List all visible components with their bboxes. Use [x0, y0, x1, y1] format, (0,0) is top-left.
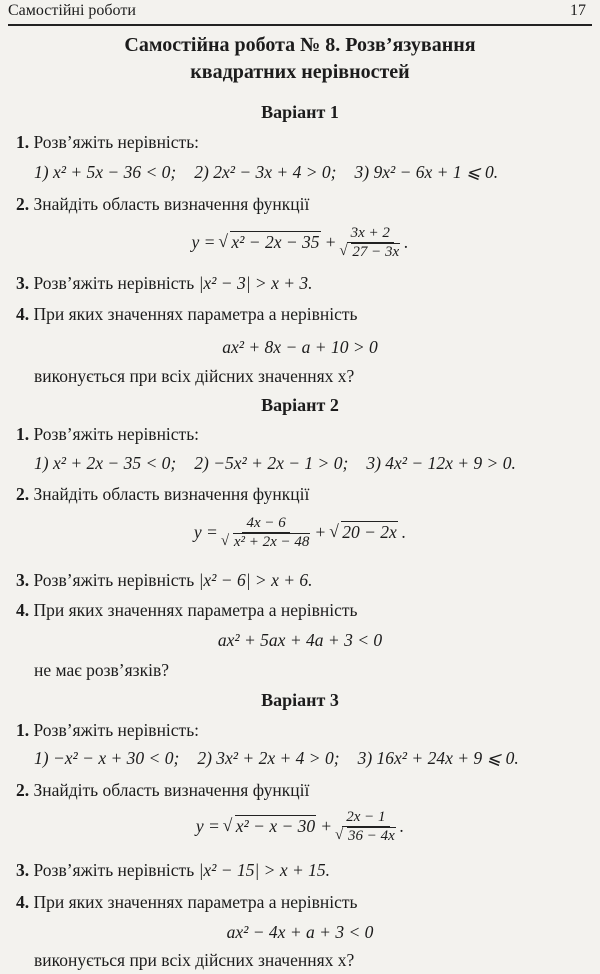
v2-task-1 [16, 423, 600, 445]
task-text: Знайдіть область визначення функції [33, 194, 310, 214]
plus-sign: + [324, 232, 337, 252]
task-text: Знайдіть область визначення функції [33, 484, 310, 504]
task-text: Розв’яжіть нерівність: [33, 424, 200, 444]
task-number: 3. [16, 273, 30, 293]
v3-task-2 [16, 779, 600, 801]
v1-function-formula [0, 222, 600, 262]
v2-task-3 [16, 569, 600, 591]
v3-task-3 [16, 859, 600, 881]
task-number: 4. [16, 304, 30, 324]
task-number: 2. [16, 194, 30, 214]
inequality: |x² − 6| > x + 6. [198, 570, 313, 590]
v1-task-2 [16, 193, 600, 215]
v2-task-2 [16, 483, 600, 505]
radicand: 20 − 2x [342, 522, 397, 542]
item: 3) 4x² − 12x + 9 > 0. [366, 453, 516, 473]
task-text: При яких значеннях параметра a нерівність [33, 600, 358, 620]
v3-task-1 [16, 719, 600, 741]
numerator: 2x − 1 [342, 808, 389, 827]
task-text: Розв’яжіть нерівність: [33, 720, 200, 740]
period: . [401, 522, 407, 542]
v2-task-4 [16, 599, 600, 621]
denominator: 36 − 4x [348, 827, 395, 844]
v3-task-4 [16, 891, 600, 913]
v2-task-4-tail: не має розв’язків? [34, 660, 169, 680]
formula-lhs: y = [193, 522, 218, 542]
numerator: 4x − 6 [242, 514, 289, 533]
radicand: x² − 2x − 35 [231, 232, 320, 252]
sqrt-term [224, 815, 316, 837]
variant-2-heading: Варіант 2 [261, 395, 339, 415]
item: 3) 16x² + 24x + 9 ⩽ 0. [357, 748, 519, 768]
task-text: Розв’яжіть нерівність [33, 570, 195, 590]
task-number: 2. [16, 780, 30, 800]
fraction [336, 808, 396, 845]
fraction [340, 224, 400, 261]
denominator: 27 − 3x [352, 243, 400, 260]
v2-function-formula [0, 510, 600, 554]
page-title-line-2: квадратних нерівностей [190, 61, 410, 83]
radicand: x² − x − 30 [235, 816, 316, 836]
task-text: При яких значеннях параметра a нерівність [33, 304, 358, 324]
variant-1-heading: Варіант 1 [261, 102, 339, 122]
v1-task-1-items [34, 161, 600, 183]
formula-lhs: y = [191, 232, 216, 252]
formula-lhs: y = [195, 816, 220, 836]
inequality: |x² − 3| > x + 3. [198, 273, 313, 293]
item: 1) x² + 5x − 36 < 0; [34, 162, 177, 182]
inequality: |x² − 15| > x + 15. [198, 860, 331, 880]
v3-task-1-items [34, 747, 600, 769]
v1-task-4-inequality: ax² + 8x − a + 10 > 0 [222, 337, 378, 357]
task-number: 1. [16, 132, 30, 152]
task-number: 4. [16, 892, 30, 912]
sqrt-term [330, 521, 398, 543]
fraction [222, 514, 311, 551]
v3-task-4-tail: виконується при всіх дійсних значеннях x? [34, 950, 355, 970]
page-title-line-1: Самостійна робота № 8. Розв’язування [124, 34, 476, 56]
page-number: 17 [570, 2, 586, 19]
v3-function-formula [0, 806, 600, 846]
item: 2) 3x² + 2x + 4 > 0; [197, 748, 340, 768]
plus-sign: + [320, 816, 332, 836]
task-number: 1. [16, 424, 30, 444]
item: 3) 9x² − 6x + 1 ⩽ 0. [354, 162, 499, 182]
task-number: 3. [16, 570, 30, 590]
item: 1) x² + 2x − 35 < 0; [34, 453, 177, 473]
item: 2) 2x² − 3x + 4 > 0; [194, 162, 337, 182]
sqrt-term [219, 231, 320, 253]
task-text: Розв’яжіть нерівність [33, 860, 195, 880]
v3-task-4-inequality: ax² − 4x + a + 3 < 0 [226, 922, 374, 942]
item: 1) −x² − x + 30 < 0; [34, 748, 180, 768]
plus-sign: + [314, 522, 327, 542]
task-number: 2. [16, 484, 30, 504]
numerator: 3x + 2 [347, 224, 394, 243]
period: . [399, 816, 405, 836]
running-header: Самостійні роботи [8, 2, 136, 19]
task-number: 3. [16, 860, 30, 880]
v1-task-4-tail: виконується при всіх дійсних значеннях x? [34, 366, 355, 386]
item: 2) −5x² + 2x − 1 > 0; [194, 453, 349, 473]
task-text: Знайдіть область визначення функції [33, 780, 310, 800]
v2-task-4-inequality: ax² + 5ax + 4a + 3 < 0 [217, 630, 383, 650]
v1-task-3 [16, 272, 600, 294]
header-rule [8, 24, 592, 26]
denominator: x² + 2x − 48 [233, 533, 310, 550]
variant-3-heading: Варіант 3 [261, 690, 339, 710]
v1-task-4 [16, 303, 600, 325]
task-text: При яких значеннях параметра a нерівність [33, 892, 358, 912]
task-text: Розв’яжіть нерівність [33, 273, 195, 293]
task-text: Розв’яжіть нерівність: [33, 132, 200, 152]
v2-task-1-items [34, 452, 600, 474]
v1-task-1 [16, 131, 600, 153]
task-number: 4. [16, 600, 30, 620]
task-number: 1. [16, 720, 30, 740]
period: . [404, 232, 409, 252]
